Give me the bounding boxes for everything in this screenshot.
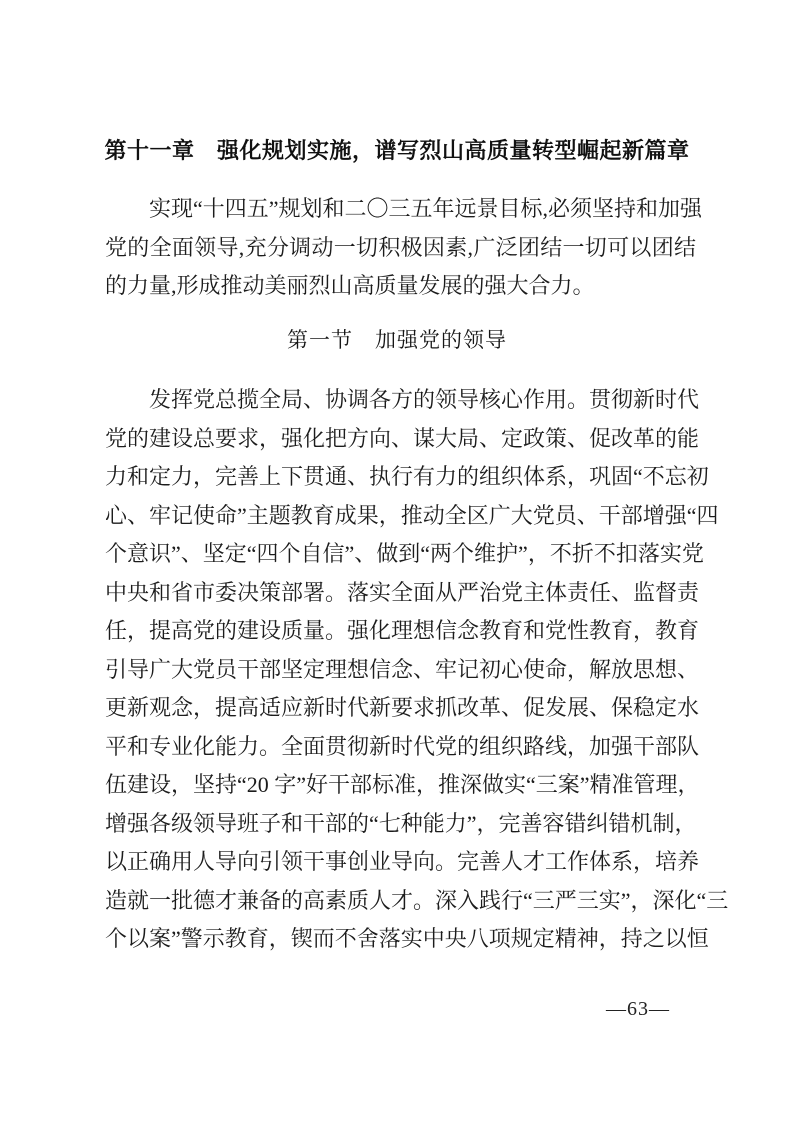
- text-line: 发挥党总揽全局、协调各方的领导核心作用。贯彻新时代: [149, 387, 700, 412]
- page-number: —63—: [606, 998, 670, 1020]
- text-line: 党的全面领导,充分调动一切积极因素,广泛团结一切可以团结: [105, 234, 696, 260]
- text-line: 伍建设，坚持“20 字”好干部标准，推深做实“三案”精准管理，: [105, 772, 700, 797]
- intro-paragraph: [105, 190, 703, 306]
- text-line: 中央和省市委决策部署。落实全面从严治党主体责任、监督责: [105, 579, 700, 605]
- text-line: 党的建设总要求，强化把方向、谋大局、定政策、促改革的能: [105, 425, 700, 451]
- text-line: 增强各级领导班子和干部的“七种能力”，完善容错纠错机制，: [105, 810, 697, 836]
- chapter-title: 第十一章 强化规划实施，谱写烈山高质量转型崛起新篇章: [104, 138, 690, 163]
- text-line: 造就一批德才兼备的高素质人才。深入践行“三严三实”，深化“三: [105, 887, 729, 913]
- section-title: 第一节 加强党的领导: [287, 329, 507, 352]
- body-paragraph: [105, 381, 729, 959]
- text-line: 力和定力，完善上下贯通、执行有力的组织体系，巩固“不忘初: [105, 464, 709, 489]
- text-line: 以正确用人导向引领干事创业导向。完善人才工作体系，培养: [105, 849, 700, 874]
- text-line: 平和专业化能力。全面贯彻新时代党的组织路线，加强干部队: [105, 733, 700, 759]
- text-line: 引导广大党员干部坚定理想信念、牢记初心使命，解放思想、: [105, 656, 700, 682]
- text-line: 任，提高党的建设质量。强化理想信念教育和党性教育，教育: [105, 618, 700, 643]
- text-line: 心、牢记使命”主题教育成果，推动全区广大党员、干部增强“四: [105, 502, 719, 528]
- text-line: 的力量,形成推动美丽烈山高质量发展的强大合力。: [105, 273, 595, 298]
- text-line: 更新观念，提高适应新时代新要求抓改革、促发展、保稳定水: [105, 695, 700, 720]
- text-line: 个以案”警示教育，锲而不舍落实中央八项规定精神，持之以恒: [105, 926, 709, 951]
- text-line: 个意识”、坚定“四个自信”、做到“两个维护”，不折不扣落实党: [105, 541, 704, 566]
- text-line: 实现“十四五”规划和二〇三五年远景目标,必须坚持和加强: [149, 196, 703, 221]
